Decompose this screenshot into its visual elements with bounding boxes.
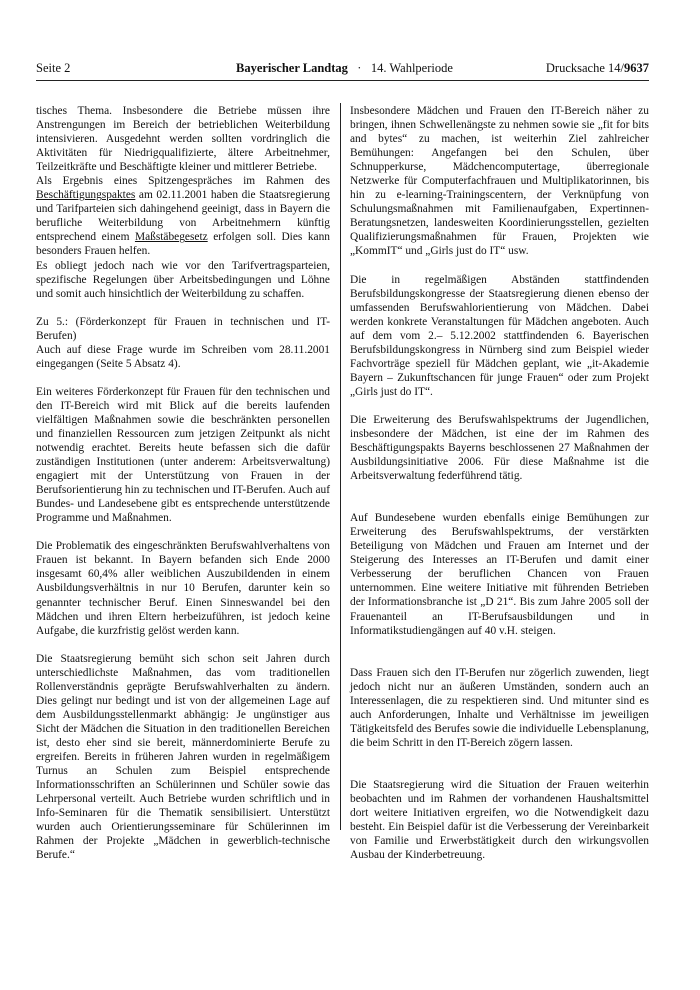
section-heading-5: Zu 5.: (Förderkonzept für Frauen in technischen und IT-Berufen) <box>36 315 330 342</box>
document-title: Bayerischer Landtag <box>236 61 348 75</box>
header-separator: · <box>357 61 362 75</box>
left-paragraph-8: Die Staatsregierung bemüht sich schon seit Jahren durch unterschiedlichste Maßnahmen, das vom traditionellen Rollenverständnis geprägte Berufswahlverhalten zu ändern. Dies gelingt nur bedingt und ist von der allgemeinen Lage auf dem Ausbildungsstellenmarkt abhängig: Je ungünstiger aus Sicht der Mädchen die Situation in den traditionellen Bereichen ist, desto eher sind sie bereit, männerdominierte Berufe zu ergreifen. Bereits in früheren Jahren wurden in regelmäßigem Turnus an Schulen zum Beispiel entsprechende Informationsschriften an Schülerinnen und Schüler sowie das Lehrpersonal verteilt. Auch Betriebe wurden schriftlich und in Info-Seminaren für die Thematik sensibilisiert. Unterstützt wurden auch Orientierungsseminare für Schülerinnen im Rahmen der Projekte „Mädchen in gewerblich-technische Berufe.“ <box>36 652 330 862</box>
drucksache-prefix: Drucksache 14/ <box>545 61 624 75</box>
header-title-group <box>236 61 453 76</box>
right-column <box>350 104 649 862</box>
left-paragraph-2 <box>36 174 330 258</box>
left-paragraph-7: Die Problematik des eingeschränkten Berufswahlverhaltens von Frauen ist bekannt. In Bayern befanden sich Ende 2000 insgesamt 60,4% aller weiblichen Auszubildenden in einem Ausbildungsverhältnis in nur 10 Berufen, darunter kein so genannter technischer Beruf. Einen Sinneswandel bei den Mädchen und ihren Eltern herbeizuführen, ist jedoch keine Aufgabe, die kurzfristig gelöst werden kann. <box>36 540 330 637</box>
left-paragraph-1: tisches Thema. Insbesondere die Betriebe müssen ihre Anstrengungen im Bereich der betrieblichen Weiterbildung intensivieren. Ausgedehnt werden sollten vordringlich die Aktivitäten für Niedrigqualifizierte, ältere Arbeitnehmer, Teilzeitkräfte und Beschäftigte kleiner und mittlerer Betriebe. <box>36 105 330 174</box>
massstaebegesetz-link: Maßstäbegesetz <box>134 231 208 244</box>
right-paragraph-3: Die Erweiterung des Berufswahlspektrums der Jugendlichen, insbesondere der Mädchen, ist eine der im Rahmen des Beschäftigungspakts Bayerns beschlossenen 27 Maßnahmen der Ausbildungsinitiative 2006. Für diese Maßnahme ist die Arbeitsverwaltung federführend tätig. <box>350 413 649 483</box>
left-paragraph-6: Ein weiteres Förderkonzept für Frauen für den technischen und den IT-Bereich wird mit Blick auf die bereits laufenden vielfältigen Maßnahmen sowie die beschränkten personellen und finanziellen Ressourcen zum jetzigen Zeitpunkt als nicht notwendig erachtet. Bereits heute befassen sich die dafür zuständigen Institutionen (unter anderem: Arbeitsverwaltung) engagiert mit der Unterstützung von Frauen in der Berufsorientierung hin zu technischen und IT-Berufen. Auch auf Bundes- und Landesebene gibt es entsprechende unterstützende Programme und Maßnahmen. <box>36 385 330 525</box>
right-paragraph-5: Dass Frauen sich den IT-Berufen nur zögerlich zuwenden, liegt jedoch nicht nur an äußeren Umständen, sondern auch an Interessenlagen, die zu respektieren sind. Und mitunter sind es auch Anforderungen, Inhalte und Verhältnisse im jeweiligen Tätigkeitsfeld des Berufes sowie die individuelle Lebensplanung, die beim Schritt in den IT-Bereich zögern lassen. <box>350 666 649 749</box>
header-rule <box>36 80 649 81</box>
column-divider <box>340 103 341 830</box>
right-paragraph-2: Die in regelmäßigen Abständen stattfindenden Berufsbildungskongresse der Staatsregierung dienen ebenso der umfassenden Berufswahlorientierung von Mädchen. Dabei werden konkrete Veranstaltungen für Mädchen angeboten. Auch auf dem vom 2.– 5.12.2002 stattfindenden 6. Bayerischen Berufsbildungskongress in Nürnberg sind zum Beispiel wieder Fachvorträge speziell für Mädchen geplant, wie „it-Akademie Bayern – Zukunftschancen für junge Frauen“ oder zum Projekt „Girls just do IT“. <box>350 273 649 398</box>
left-paragraph-3: Es obliegt jedoch nach wie vor den Tarifvertragsparteien, spezifische Regelungen über Arbeitsbedingungen und Löhne und somit auch hinsichtlich der Weiterbildung zu schaffen. <box>36 259 330 300</box>
right-paragraph-1: Insbesondere Mädchen und Frauen den IT-Bereich näher zu bringen, ihnen Schwellenängste zu nehmen sowie sie „fit for bits and bytes“ zu machen, ist weiterhin Ziel zahlreicher Bemühungen: Angefangen bei den Schulen, über Schnupperkurse, Mädchencomputertage, überregionale Netzwerke für Computerfachfrauen und Multiplikatorinnen, bis hin zu e-learning-Trainingscentern, der Verknüpfung von Schulungsmaßnahmen mit Familienaufgaben, Expertinnen-Beratungsnetzen, landesweiten Koordinierungsstellen, gezielten Qualifizierungsmaßnahmen für Frauen, Projekten wie „KommIT“ und „Girls just do IT“ usw. <box>350 105 649 258</box>
legislative-period: 14. Wahlperiode <box>370 61 453 75</box>
left-paragraph-2-end: erfolgen soll. Dies kann besonders Frauen helfen. <box>36 231 330 258</box>
left-paragraph-2-start: Als Ergebnis eines Spitzengespräches im Rahmen des <box>36 175 330 188</box>
page-number: Seite 2 <box>36 61 71 75</box>
left-column <box>36 104 330 862</box>
right-paragraph-6: Die Staatsregierung wird die Situation der Frauen weiterhin beobachten und im Rahmen der vorhandenen Haushaltsmittel dort weitere Initiativen ergreifen, wo die Notwendigkeit dazu besteht. Ein Beispiel dafür ist die Verbesserung der Vereinbarkeit von Familie und Erwerbstätigkeit durch den wirkungsvollen Ausbau der Kinderbetreuung. <box>350 778 649 862</box>
page-header <box>36 61 649 79</box>
beschaeftigungspakt-link: Beschäftigungspaktes <box>36 189 136 202</box>
drucksache-reference <box>546 61 649 76</box>
right-paragraph-4: Auf Bundesebene wurden ebenfalls einige Bemühungen zur Erweiterung des Berufswahlspektrums, der verstärkten Beteiligung von Mädchen und Frauen am Internet und der Steigerung des Interesses an IT-Berufen und damit einer Verbesserung der beruflichen Chancen von Frauen unternommen. Eine weitere Initiative mit führenden Betrieben der Informationsbranche ist „D 21“. Bis zum Jahre 2005 soll der Frauenanteil an IT-Berufsausbildungen und in Informatikstudiengängen auf 40 v.H. steigen. <box>350 512 649 637</box>
left-paragraph-2-middle: am 02.11.2001 haben die Staatsregierung und Tarifparteien sich dahingehend geeinigt, dass in Bayern die berufliche Weiterbildung von Arbeitnehmern künftig entsprechend einem <box>36 189 330 244</box>
drucksache-number: 9637 <box>624 61 649 75</box>
left-paragraph-5: Auch auf diese Frage wurde im Schreiben vom 28.11.2001 eingegangen (Seite 5 Absatz 4). <box>36 343 330 370</box>
